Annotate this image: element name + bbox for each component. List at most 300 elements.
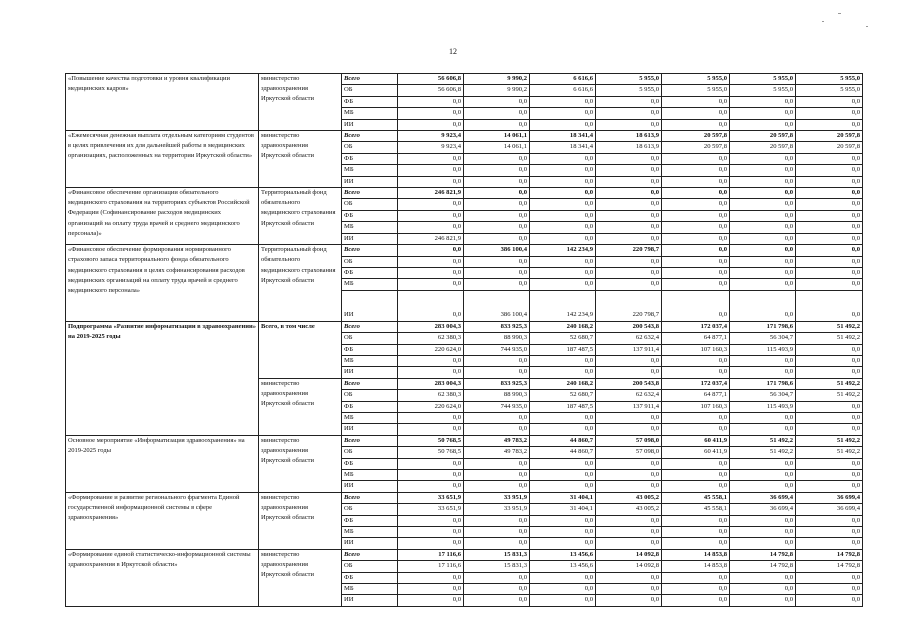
amount-cell: 0,0: [530, 210, 596, 221]
amount-cell: 45 558,1: [662, 492, 730, 503]
amount-cell: 52 680,7: [530, 390, 596, 401]
amount-cell: 0,0: [530, 584, 596, 595]
amount-cell: 0,0: [796, 527, 863, 538]
amount-cell: 0,0: [796, 119, 863, 130]
measure-name: «Финансовое обеспечение формирования нормированного страхового запаса территориального фонда обязательного медицинского страхования в целях софинансирования расходов медицинских организаций на оплату труда врачей и среднего медицинского персонала»: [66, 245, 259, 322]
funding-source: ФБ: [342, 344, 398, 355]
amount-cell: 43 005,2: [596, 492, 662, 503]
amount-cell: 0,0: [730, 412, 796, 423]
amount-cell: 0,0: [596, 210, 662, 221]
amount-cell: 0,0: [530, 233, 596, 244]
amount-cell: 0,0: [530, 538, 596, 549]
amount-cell: 0,0: [464, 279, 530, 290]
amount-cell: 0,0: [530, 108, 596, 119]
amount-cell: 0,0: [662, 584, 730, 595]
budget-table: [65, 73, 863, 607]
amount-cell: 0,0: [464, 584, 530, 595]
amount-cell: 50 768,5: [398, 435, 464, 446]
funding-source: ФБ: [342, 267, 398, 278]
table-row: [66, 321, 863, 332]
amount-cell: 0,0: [530, 412, 596, 423]
amount-cell: 171 798,6: [730, 321, 796, 332]
amount-cell: 240 168,2: [530, 321, 596, 332]
amount-cell: 0,0: [596, 153, 662, 164]
amount-cell: 0,0: [796, 256, 863, 267]
funding-source: ФБ: [342, 96, 398, 107]
amount-cell: 0,0: [796, 267, 863, 278]
table-row: [66, 245, 863, 256]
funding-source: МБ: [342, 470, 398, 481]
amount-cell: 33 951,9: [464, 504, 530, 515]
amount-cell: 43 005,2: [596, 504, 662, 515]
amount-cell: 0,0: [730, 481, 796, 492]
amount-cell: 0,0: [662, 188, 730, 199]
amount-cell: 20 597,8: [730, 142, 796, 153]
amount-cell: 33 651,9: [398, 492, 464, 503]
amount-cell: 0,0: [398, 176, 464, 187]
amount-cell: 0,0: [796, 222, 863, 233]
funding-source: ОБ: [342, 85, 398, 96]
amount-cell: 0,0: [796, 595, 863, 606]
amount-cell: 51 492,2: [796, 321, 863, 332]
responsible-org: министерство здравоохранения Иркутской области: [259, 435, 342, 492]
amount-cell: 0,0: [398, 481, 464, 492]
amount-cell: 49 783,2: [464, 447, 530, 458]
amount-cell: 45 558,1: [662, 504, 730, 515]
funding-source: Всего: [342, 492, 398, 503]
funding-source: ИИ: [342, 176, 398, 187]
amount-cell: 240 168,2: [530, 378, 596, 389]
amount-cell: 0,0: [796, 96, 863, 107]
amount-cell: 5 955,0: [662, 74, 730, 85]
funding-source: ОБ: [342, 561, 398, 572]
amount-cell: 0,0: [596, 458, 662, 469]
amount-cell: 0,0: [796, 424, 863, 435]
amount-cell: 0,0: [730, 119, 796, 130]
amount-cell: 0,0: [730, 355, 796, 366]
funding-source: МБ: [342, 165, 398, 176]
amount-cell: 0,0: [398, 470, 464, 481]
amount-cell: 0,0: [398, 412, 464, 423]
amount-cell: 18 613,9: [596, 142, 662, 153]
amount-cell: 0,0: [596, 572, 662, 583]
amount-cell: 0,0: [730, 458, 796, 469]
amount-cell: 0,0: [398, 267, 464, 278]
amount-cell: 0,0: [530, 96, 596, 107]
amount-cell: 0,0: [398, 458, 464, 469]
amount-cell: 0,0: [796, 572, 863, 583]
amount-cell: 0,0: [796, 188, 863, 199]
amount-cell: 0,0: [596, 256, 662, 267]
funding-source: ФБ: [342, 153, 398, 164]
funding-source: Всего: [342, 131, 398, 142]
amount-cell: 51 492,2: [730, 447, 796, 458]
amount-cell: 14 792,8: [730, 561, 796, 572]
funding-source: ИИ: [342, 119, 398, 130]
amount-cell: 0,0: [464, 165, 530, 176]
amount-cell: 0,0: [464, 222, 530, 233]
amount-cell: 0,0: [662, 119, 730, 130]
funding-source: ИИ: [342, 595, 398, 606]
amount-cell: 0,0: [464, 233, 530, 244]
amount-cell: 0,0: [464, 210, 530, 221]
amount-cell: 137 911,4: [596, 344, 662, 355]
amount-cell: 62 380,3: [398, 390, 464, 401]
amount-cell: 51 492,2: [796, 390, 863, 401]
table-row: [66, 492, 863, 503]
amount-cell: 0,0: [796, 344, 863, 355]
amount-cell: 0,0: [730, 233, 796, 244]
funding-source: МБ: [342, 279, 398, 290]
amount-cell: 52 680,7: [530, 333, 596, 344]
amount-cell: 0,0: [596, 233, 662, 244]
amount-cell: 31 404,1: [530, 492, 596, 503]
measure-name: «Финансовое обеспечение организации обязательного медицинского страхования на территориях субъектов Российской Федерации (Софинансирование расходов медицинских организаций на оплату труда врачей и среднего медицинского персонала)»: [66, 188, 259, 245]
amount-cell: 5 955,0: [796, 74, 863, 85]
amount-cell: 50 768,5: [398, 447, 464, 458]
amount-cell: 0,0: [730, 245, 796, 256]
table-row: [66, 188, 863, 199]
amount-cell: 64 877,1: [662, 390, 730, 401]
amount-cell: 0,0: [662, 355, 730, 366]
amount-cell: 0,0: [596, 188, 662, 199]
amount-cell: 20 597,8: [730, 131, 796, 142]
amount-cell: 0,0: [596, 424, 662, 435]
amount-cell: 0,0: [662, 527, 730, 538]
amount-cell: 0,0: [530, 256, 596, 267]
amount-cell: 0,0: [662, 279, 730, 290]
table-row: [66, 131, 863, 142]
funding-source: ОБ: [342, 142, 398, 153]
amount-cell: 57 098,0: [596, 447, 662, 458]
amount-cell: 62 632,4: [596, 333, 662, 344]
amount-cell: 0,0: [398, 222, 464, 233]
amount-cell: 0,0: [662, 108, 730, 119]
amount-cell: 0,0: [530, 279, 596, 290]
amount-cell: 14 792,8: [796, 561, 863, 572]
funding-source: Всего: [342, 549, 398, 560]
amount-cell: 56 606,8: [398, 74, 464, 85]
amount-cell: 0,0: [596, 176, 662, 187]
amount-cell: 0,0: [796, 199, 863, 210]
amount-cell: 137 911,4: [596, 401, 662, 412]
amount-cell: 0,0: [662, 153, 730, 164]
amount-cell: 6 616,6: [530, 74, 596, 85]
funding-source: ОБ: [342, 333, 398, 344]
amount-cell: 0,0: [730, 538, 796, 549]
amount-cell: 0,0: [530, 515, 596, 526]
amount-cell: 0,0: [730, 515, 796, 526]
amount-cell: 0,0: [662, 290, 730, 321]
amount-cell: 386 100,4: [464, 245, 530, 256]
amount-cell: 0,0: [464, 256, 530, 267]
amount-cell: 6 616,6: [530, 85, 596, 96]
amount-cell: 0,0: [662, 412, 730, 423]
amount-cell: 0,0: [796, 108, 863, 119]
amount-cell: 0,0: [596, 108, 662, 119]
amount-cell: 220 624,0: [398, 344, 464, 355]
funding-source: ОБ: [342, 199, 398, 210]
amount-cell: 0,0: [464, 458, 530, 469]
amount-cell: 56 606,8: [398, 85, 464, 96]
amount-cell: 20 597,8: [796, 131, 863, 142]
amount-cell: 0,0: [796, 233, 863, 244]
amount-cell: 0,0: [796, 458, 863, 469]
amount-cell: 14 853,8: [662, 549, 730, 560]
responsible-org: министерство здравоохранения Иркутской области: [259, 74, 342, 131]
amount-cell: 0,0: [796, 279, 863, 290]
amount-cell: 246 821,9: [398, 188, 464, 199]
table-body: [66, 74, 863, 607]
measure-name: «Формирование единой статистическо-информационной системы здравоохранения в Иркутской области»: [66, 549, 259, 606]
amount-cell: 0,0: [596, 119, 662, 130]
amount-cell: 833 925,3: [464, 378, 530, 389]
funding-source: МБ: [342, 527, 398, 538]
amount-cell: 20 597,8: [662, 142, 730, 153]
amount-cell: 172 037,4: [662, 378, 730, 389]
amount-cell: 5 955,0: [596, 74, 662, 85]
amount-cell: 171 798,6: [730, 378, 796, 389]
amount-cell: 0,0: [464, 424, 530, 435]
amount-cell: 88 990,3: [464, 390, 530, 401]
amount-cell: 60 411,9: [662, 435, 730, 446]
amount-cell: 0,0: [596, 96, 662, 107]
amount-cell: 0,0: [730, 290, 796, 321]
funding-source: ИИ: [342, 233, 398, 244]
amount-cell: 0,0: [662, 256, 730, 267]
funding-source: ИИ: [342, 481, 398, 492]
amount-cell: 18 613,9: [596, 131, 662, 142]
amount-cell: 0,0: [464, 481, 530, 492]
funding-source: ФБ: [342, 210, 398, 221]
amount-cell: 0,0: [530, 267, 596, 278]
amount-cell: 0,0: [796, 165, 863, 176]
amount-cell: 0,0: [662, 245, 730, 256]
responsible-org: министерство здравоохранения Иркутской области: [259, 378, 342, 435]
amount-cell: 0,0: [398, 199, 464, 210]
amount-cell: 15 831,3: [464, 561, 530, 572]
amount-cell: 0,0: [398, 584, 464, 595]
amount-cell: 200 543,8: [596, 321, 662, 332]
amount-cell: 0,0: [662, 367, 730, 378]
amount-cell: 107 160,3: [662, 344, 730, 355]
funding-source: МБ: [342, 584, 398, 595]
funding-source: Всего: [342, 435, 398, 446]
amount-cell: 13 456,6: [530, 549, 596, 560]
amount-cell: 0,0: [398, 245, 464, 256]
amount-cell: 0,0: [596, 165, 662, 176]
amount-cell: 0,0: [730, 153, 796, 164]
amount-cell: 9 923,4: [398, 142, 464, 153]
amount-cell: 56 304,7: [730, 333, 796, 344]
amount-cell: 0,0: [596, 355, 662, 366]
amount-cell: 0,0: [398, 424, 464, 435]
amount-cell: 57 098,0: [596, 435, 662, 446]
amount-cell: 0,0: [398, 108, 464, 119]
amount-cell: 0,0: [398, 119, 464, 130]
amount-cell: 9 990,2: [464, 85, 530, 96]
amount-cell: 15 831,3: [464, 549, 530, 560]
amount-cell: 0,0: [796, 367, 863, 378]
funding-source: ИИ: [342, 424, 398, 435]
amount-cell: 0,0: [398, 527, 464, 538]
amount-cell: 9 923,4: [398, 131, 464, 142]
scan-mark: [822, 21, 824, 22]
amount-cell: 0,0: [596, 527, 662, 538]
amount-cell: 0,0: [662, 96, 730, 107]
amount-cell: 0,0: [398, 290, 464, 321]
amount-cell: 283 004,3: [398, 321, 464, 332]
amount-cell: 0,0: [464, 176, 530, 187]
funding-source: Всего: [342, 245, 398, 256]
amount-cell: 107 160,3: [662, 401, 730, 412]
amount-cell: 64 877,1: [662, 333, 730, 344]
funding-source: ОБ: [342, 447, 398, 458]
amount-cell: 0,0: [464, 412, 530, 423]
page-number: 12: [449, 47, 457, 56]
amount-cell: 0,0: [662, 595, 730, 606]
funding-source: Всего: [342, 74, 398, 85]
amount-cell: 0,0: [662, 222, 730, 233]
amount-cell: 0,0: [398, 515, 464, 526]
amount-cell: 0,0: [730, 424, 796, 435]
scan-mark: [866, 26, 868, 27]
amount-cell: 386 100,4: [464, 290, 530, 321]
funding-source: ОБ: [342, 504, 398, 515]
amount-cell: 220 624,0: [398, 401, 464, 412]
amount-cell: 0,0: [530, 165, 596, 176]
amount-cell: 14 061,1: [464, 131, 530, 142]
amount-cell: 51 492,2: [796, 333, 863, 344]
table-row: [66, 435, 863, 446]
amount-cell: 0,0: [662, 538, 730, 549]
amount-cell: 0,0: [398, 595, 464, 606]
amount-cell: 0,0: [530, 222, 596, 233]
amount-cell: 0,0: [662, 424, 730, 435]
amount-cell: 0,0: [730, 176, 796, 187]
amount-cell: 0,0: [662, 515, 730, 526]
amount-cell: 0,0: [730, 165, 796, 176]
amount-cell: 5 955,0: [662, 85, 730, 96]
amount-cell: 0,0: [730, 222, 796, 233]
amount-cell: 0,0: [596, 267, 662, 278]
amount-cell: 0,0: [730, 595, 796, 606]
responsible-org: Территориальный фонд обязательного медицинского страхования Иркутской области: [259, 188, 342, 245]
amount-cell: 33 951,9: [464, 492, 530, 503]
amount-cell: 0,0: [398, 367, 464, 378]
amount-cell: 51 492,2: [796, 435, 863, 446]
amount-cell: 115 493,9: [730, 401, 796, 412]
amount-cell: 88 990,3: [464, 333, 530, 344]
amount-cell: 0,0: [730, 367, 796, 378]
amount-cell: 0,0: [530, 458, 596, 469]
amount-cell: 0,0: [730, 256, 796, 267]
table-row: [66, 549, 863, 560]
funding-source: ФБ: [342, 401, 398, 412]
amount-cell: 20 597,8: [796, 142, 863, 153]
amount-cell: 0,0: [530, 367, 596, 378]
amount-cell: 0,0: [464, 572, 530, 583]
amount-cell: 0,0: [398, 153, 464, 164]
amount-cell: 0,0: [464, 538, 530, 549]
amount-cell: 0,0: [464, 108, 530, 119]
amount-cell: 0,0: [596, 199, 662, 210]
funding-source: ИИ: [342, 538, 398, 549]
amount-cell: 0,0: [530, 176, 596, 187]
measure-name: «Повышение качества подготовки и уровня квалификации медицинских кадров»: [66, 74, 259, 131]
amount-cell: 60 411,9: [662, 447, 730, 458]
amount-cell: 246 821,9: [398, 233, 464, 244]
amount-cell: 0,0: [796, 210, 863, 221]
measure-name: Основное мероприятие «Информатизация здравоохранения» на 2019-2025 годы: [66, 435, 259, 492]
amount-cell: 744 935,0: [464, 401, 530, 412]
amount-cell: 0,0: [530, 199, 596, 210]
amount-cell: 200 543,8: [596, 378, 662, 389]
amount-cell: 0,0: [464, 199, 530, 210]
amount-cell: 62 380,3: [398, 333, 464, 344]
amount-cell: 14 061,1: [464, 142, 530, 153]
responsible-org: министерство здравоохранения Иркутской области: [259, 549, 342, 606]
amount-cell: 187 487,5: [530, 344, 596, 355]
funding-source: ФБ: [342, 458, 398, 469]
amount-cell: 0,0: [796, 401, 863, 412]
amount-cell: 0,0: [662, 176, 730, 187]
scan-mark: [838, 13, 841, 14]
responsible-org: министерство здравоохранения Иркутской области: [259, 131, 342, 188]
amount-cell: 0,0: [398, 279, 464, 290]
amount-cell: 0,0: [662, 210, 730, 221]
amount-cell: 51 492,2: [730, 435, 796, 446]
amount-cell: 0,0: [530, 572, 596, 583]
amount-cell: 0,0: [596, 367, 662, 378]
amount-cell: 0,0: [730, 279, 796, 290]
amount-cell: 0,0: [730, 267, 796, 278]
amount-cell: 62 632,4: [596, 390, 662, 401]
amount-cell: 13 456,6: [530, 561, 596, 572]
amount-cell: 0,0: [730, 188, 796, 199]
amount-cell: 0,0: [662, 165, 730, 176]
amount-cell: 33 651,9: [398, 504, 464, 515]
amount-cell: 0,0: [662, 572, 730, 583]
amount-cell: 5 955,0: [796, 85, 863, 96]
amount-cell: 0,0: [796, 290, 863, 321]
amount-cell: 0,0: [398, 572, 464, 583]
amount-cell: 17 116,6: [398, 561, 464, 572]
amount-cell: 44 860,7: [530, 435, 596, 446]
amount-cell: 0,0: [730, 584, 796, 595]
amount-cell: 115 493,9: [730, 344, 796, 355]
funding-source: ОБ: [342, 256, 398, 267]
amount-cell: 0,0: [796, 176, 863, 187]
amount-cell: 14 853,8: [662, 561, 730, 572]
amount-cell: 0,0: [464, 119, 530, 130]
amount-cell: 0,0: [730, 572, 796, 583]
table-row: [66, 74, 863, 85]
amount-cell: 0,0: [464, 595, 530, 606]
amount-cell: 220 798,7: [596, 245, 662, 256]
amount-cell: 5 955,0: [596, 85, 662, 96]
funding-source: ИИ: [342, 290, 398, 321]
funding-source: МБ: [342, 355, 398, 366]
amount-cell: 5 955,0: [730, 74, 796, 85]
funding-source: Всего: [342, 378, 398, 389]
amount-cell: 9 990,2: [464, 74, 530, 85]
amount-cell: 0,0: [464, 470, 530, 481]
amount-cell: 0,0: [530, 527, 596, 538]
amount-cell: 744 935,0: [464, 344, 530, 355]
amount-cell: 36 699,4: [796, 492, 863, 503]
amount-cell: 0,0: [730, 108, 796, 119]
